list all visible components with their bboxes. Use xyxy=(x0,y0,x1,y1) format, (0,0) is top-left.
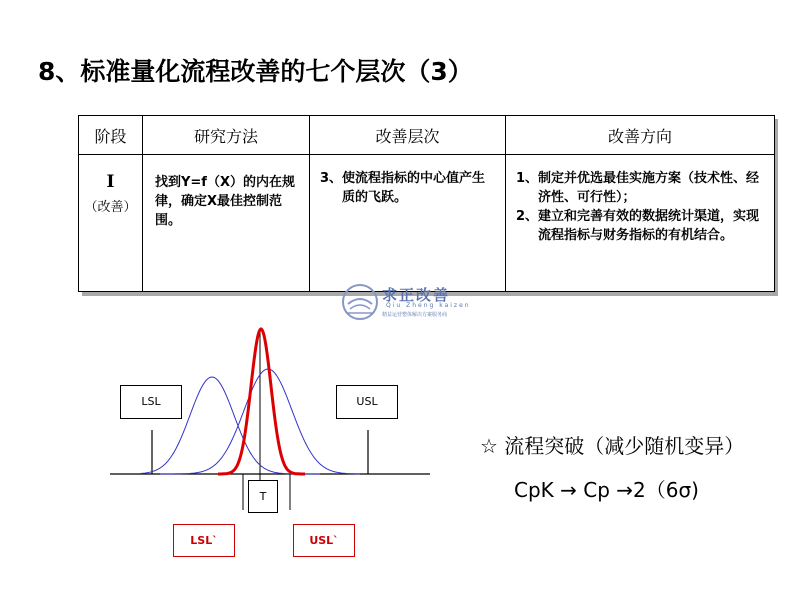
logo-name: 求正改善 xyxy=(382,286,451,304)
usl-new-box: USL` xyxy=(293,524,355,557)
direction-item-1: 1、制定并优选最佳实施方案（技术性、经济性、可行性）； xyxy=(516,171,760,205)
direction-item-2: 2、建立和完善有效的数据统计渠道，实现流程指标与财务指标的有机结合。 xyxy=(516,209,760,243)
cell-direction xyxy=(506,155,775,292)
level-item: 3、使流程指标的中心值产生质的飞跃。 xyxy=(320,171,486,205)
capability-formula: CpK → Cp →2（6σ) xyxy=(514,478,699,502)
distribution-curves xyxy=(100,325,460,575)
header-direction: 改善方向 xyxy=(506,116,775,155)
target-box: T xyxy=(248,480,278,513)
logo-tagline: 精益运营整体解决方案服务商 xyxy=(382,312,448,318)
page-title: 8、标准量化流程改善的七个层次（3） xyxy=(38,57,473,86)
table-header-row xyxy=(79,116,775,155)
header-level: 改善层次 xyxy=(310,116,506,155)
lsl-new-box: LSL` xyxy=(173,524,235,557)
watermark-logo xyxy=(340,282,470,322)
improved-curve xyxy=(218,329,305,474)
improvement-table xyxy=(78,115,774,292)
table-row xyxy=(79,155,775,292)
breakthrough-note: ☆ 流程突破（减少随机变异） xyxy=(480,434,745,458)
usl-box: USL xyxy=(336,385,398,419)
lsl-box: LSL xyxy=(120,385,182,419)
logo-emblem-icon xyxy=(340,282,380,322)
stage-number: I xyxy=(106,172,115,192)
header-method: 研究方法 xyxy=(143,116,310,155)
process-capability-diagram xyxy=(100,325,460,579)
stage-label: （改善） xyxy=(84,200,137,215)
cell-stage xyxy=(79,155,143,292)
logo-pinyin: Qiu Zheng kaizen xyxy=(386,302,471,309)
header-stage: 阶段 xyxy=(79,116,143,155)
cell-method: 找到Y=f（X）的内在规律，确定X最佳控制范围。 xyxy=(143,155,310,292)
cell-level xyxy=(310,155,506,292)
